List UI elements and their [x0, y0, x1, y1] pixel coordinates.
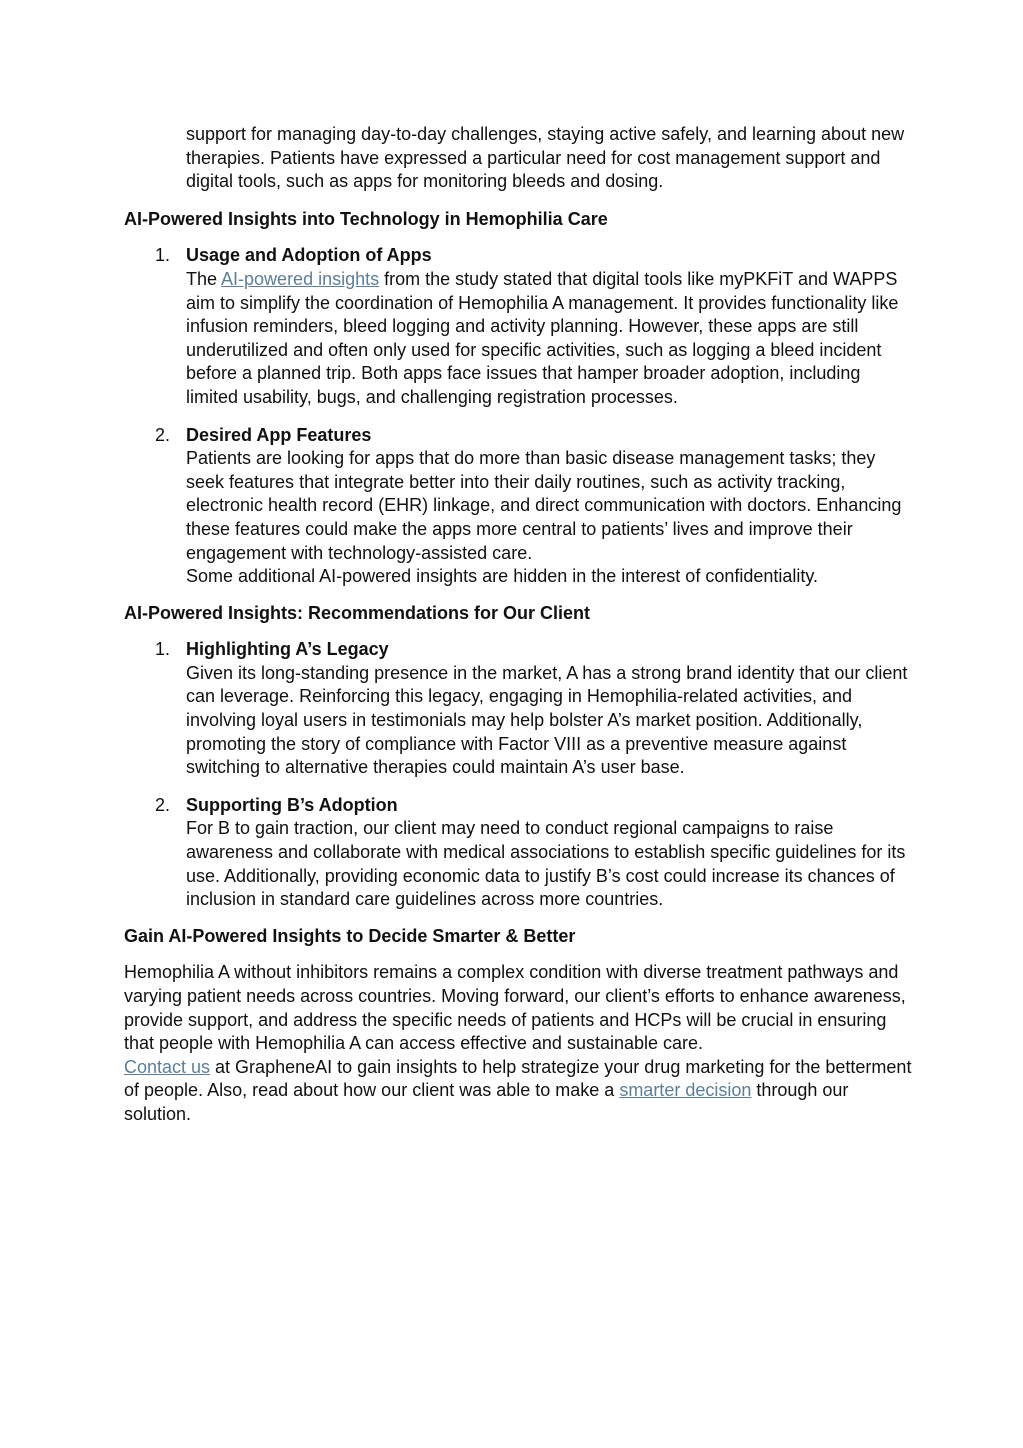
list-item-body: For B to gain traction, our client may need to conduct regional campaigns to raise awareness and collaborate with medical associations to establish specific guidelines for its use. Additionally, providing economic data to justify B’s cost could increase its chances of inclusion in standard care guidelines across more countries. [186, 818, 906, 910]
list-item-title: Supporting B’s Adoption [186, 794, 398, 815]
conclusion-paragraph: Hemophilia A without inhibitors remains a complex condition with diverse treatment pathways and varying patient needs across countries. Moving forward, our client’s efforts to enhance awareness, provide support, and address the specific needs of patients and HCPs will be crucial in ensuring that people with Hemophilia A can access effective and sustainable care. [124, 962, 906, 1054]
list-item-title: Usage and Adoption of Apps [186, 245, 432, 266]
list-item-body-start: The [186, 268, 222, 289]
list-item-body-rest: from the study stated that digital tools like myPKFiT and WAPPS aim to simplify the coordination of Hemophilia A management. It provides functionality like infusion reminders, bleed logging and activity planning. However, these apps are still underutilized and often only used for specific activities, such as logging a bleed incident before a planned trip. Both apps face issues that hamper broader adoption, including limited usability, bugs, and challenging registration processes. [186, 268, 899, 407]
section-heading-gain-insights: Gain AI-Powered Insights to Decide Smarter & Better [124, 925, 576, 946]
list-item-title: Highlighting A’s Legacy [186, 639, 389, 660]
contact-us-link[interactable]: Contact us [124, 1056, 211, 1077]
list-item-body: Patients are looking for apps that do more than basic disease management tasks; they seek features that integrate better into their daily routines, such as activity tracking, electronic health record (EHR) linkage, and direct communication with doctors. Enhancing these features could make the apps more central to patients’ lives and improve their engagement with technology-assisted care. [186, 448, 902, 563]
section-heading-technology: AI-Powered Insights into Technology in Hemophilia Care [124, 208, 608, 229]
technology-insights-list [124, 244, 913, 588]
list-item-title: Desired App Features [186, 424, 372, 445]
list-item [124, 638, 913, 780]
ai-powered-insights-link[interactable]: AI-powered insights [221, 268, 380, 289]
contact-paragraph [124, 1056, 913, 1127]
list-item-number: 1. [155, 245, 171, 266]
confidentiality-note: Some additional AI-powered insights are hidden in the interest of confidentiality. [186, 566, 819, 587]
contact-text: at GrapheneAI to gain insights to help strategize your drug marketing for the betterment of people. Also, read about how our client was able to make a [124, 1056, 912, 1101]
list-item [124, 244, 913, 409]
list-item-body: Given its long-standing presence in the market, A has a strong brand identity that our client can leverage. Reinforcing this legacy, engaging in Hemophilia-related activities, and involving loyal users in testimonials may help bolster A’s market position. Additionally, promoting the story of compliance with Factor VIII as a preventive measure against switching to alternative therapies could maintain A’s user base. [186, 662, 908, 778]
closing-text: through our solution. [124, 1080, 849, 1124]
list-item-number: 1. [155, 639, 171, 660]
intro-continuation-paragraph: support for managing day-to-day challenges, staying active safely, and learning about new therapies. Patients have expressed a particular need for cost management support and digital tools, such as apps for monitoring bleeds and dosing. [186, 124, 905, 192]
smarter-decision-link[interactable]: smarter decision [619, 1080, 752, 1101]
recommendations-list [124, 638, 913, 912]
list-item [124, 424, 913, 589]
list-item-number: 2. [155, 794, 171, 815]
list-item-number: 2. [155, 424, 171, 445]
section-heading-recommendations: AI-Powered Insights: Recommendations for Our Client [124, 602, 591, 623]
list-item [124, 794, 913, 912]
